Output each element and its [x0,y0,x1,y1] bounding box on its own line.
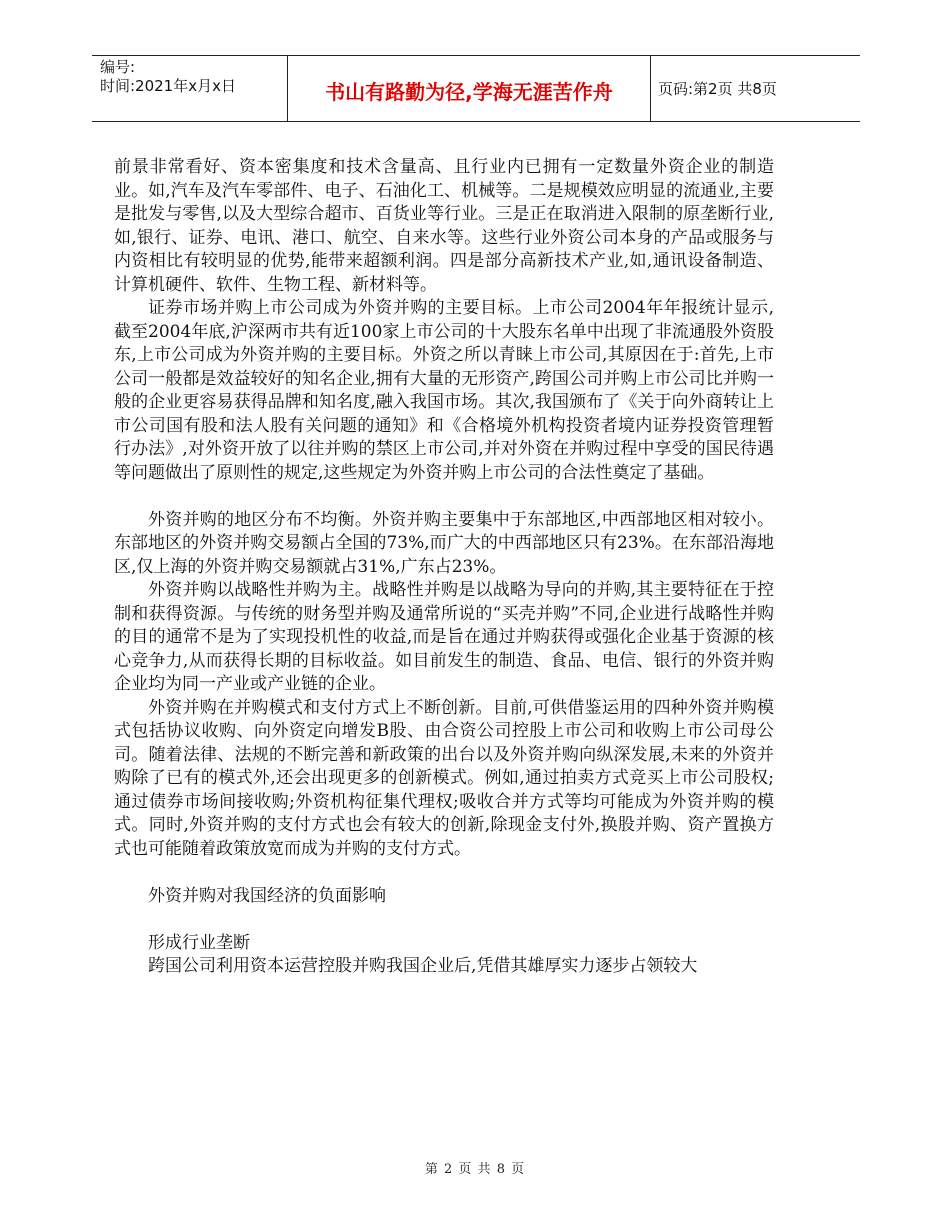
paragraph-regional-distribution: 外资并购的地区分布不均衡。外资并购主要集中于东部地区,中西部地区相对较小。东部地区的外资并购交易额占全国的73%,而广大的中西部地区只有23%。在东部沿海地区,仅上海的外资并购交易额就占31%,广东占23%。 [114,509,774,577]
paragraph-strategic-mergers: 外资并购以战略性并购为主。战略性并购是以战略为导向的并购,其主要特征在于控制和获得资源。与传统的财务型并购及通常所说的“买壳并购”不同,企业进行战略性并购的目的通常不是为了实现投机性的收益,而是旨在通过并购获得或强化企业基于资源的核心竞争力,从而获得长期的目标收益。如目前发生的制造、食品、电信、银行的外资并购企业均为同一产业或产业链的企业。 [114,580,774,694]
header-page-info: 页码:第2页 共8页 [658,80,777,98]
header-time-label: 时间:2021年x月x日 [100,77,236,95]
header-bottom-rule [92,121,860,122]
paragraph-gap [114,485,774,509]
paragraph-merger-modes: 外资并购在并购模式和支付方式上不断创新。目前,可供借鉴运用的四种外资并购模式包括协议收购、向外资定向增发B股、由合资公司控股上市公司和收购上市公司母公司。随着法律、法规的不断完善和新政策的出台以及外资并购向纵深发展,未来的外资并购除了已有的模式外,还会出现更多的创新模式。例如,通过拍卖方式竞买上市公司股权;通过债券市场间接收购;外资机构征集代理权;吸收合并方式等均可能成为外资并购的模式。同时,外资并购的支付方式也会有较大的创新,除现金支付外,换股并购、资产置换方式也可能随着政策放宽而成为并购的支付方式。 [114,697,774,859]
paragraph-gap [114,908,774,932]
subheading-industry-monopoly: 形成行业垄断 [148,932,250,953]
paragraph-monopoly-intro: 跨国公司利用资本运营控股并购我国企业后,凭借其雄厚实力逐步占领较大 [148,956,698,976]
document-body [114,156,774,979]
paragraph-listed-companies: 证券市场并购上市公司成为外资并购的主要目标。上市公司2004年年报统计显示,截至2004年底,沪深两市共有近100家上市公司的十大股东名单中出现了非流通股外资股东,上市公司成为外资并购的主要目标。外资之所以青睐上市公司,其原因在于:首先,上市公司一般都是效益较好的知名企业,拥有大量的无形资产,跨国公司并购上市公司比并购一般的企业更容易获得品牌和知名度,融入我国市场。其次,我国颁布了《关于向外商转让上市公司国有股和法人股有关问题的通知》和《合格境外机构投资者境内证券投资管理暂行办法》,对外资开放了以往并购的禁区上市公司,并对外资在并购过程中享受的国民待遇等问题做出了原则性的规定,这些规定为外资并购上市公司的合法性奠定了基础。 [114,298,774,483]
paragraph-gap [114,861,774,885]
section-heading-negative-impact: 外资并购对我国经济的负面影响 [148,885,386,906]
header-motto: 书山有路勤为径,学海无涯苦作舟 [325,80,613,104]
header-number-label: 编号: [100,58,136,76]
header-top-rule [92,55,860,56]
header-divider-right [650,55,651,121]
paragraph-industries: 前景非常看好、资本密集度和技术含量高、且行业内已拥有一定数量外资企业的制造业。如,汽车及汽车零部件、电子、石油化工、机械等。二是规模效应明显的流通业,主要是批发与零售,以及大型综合超市、百货业等行业。三是正在取消进入限制的原垄断行业,如,银行、证券、电讯、港口、航空、自来水等。这些行业外资公司本身的产品或服务与内资相比有较明显的优势,能带来超额利润。四是部分高新技术产业,如,通讯设备制造、计算机硬件、软件、生物工程、新材料等。 [114,157,774,295]
page-footer: 第 2 页 共 8 页 [424,1162,526,1177]
header-meta [100,58,236,96]
